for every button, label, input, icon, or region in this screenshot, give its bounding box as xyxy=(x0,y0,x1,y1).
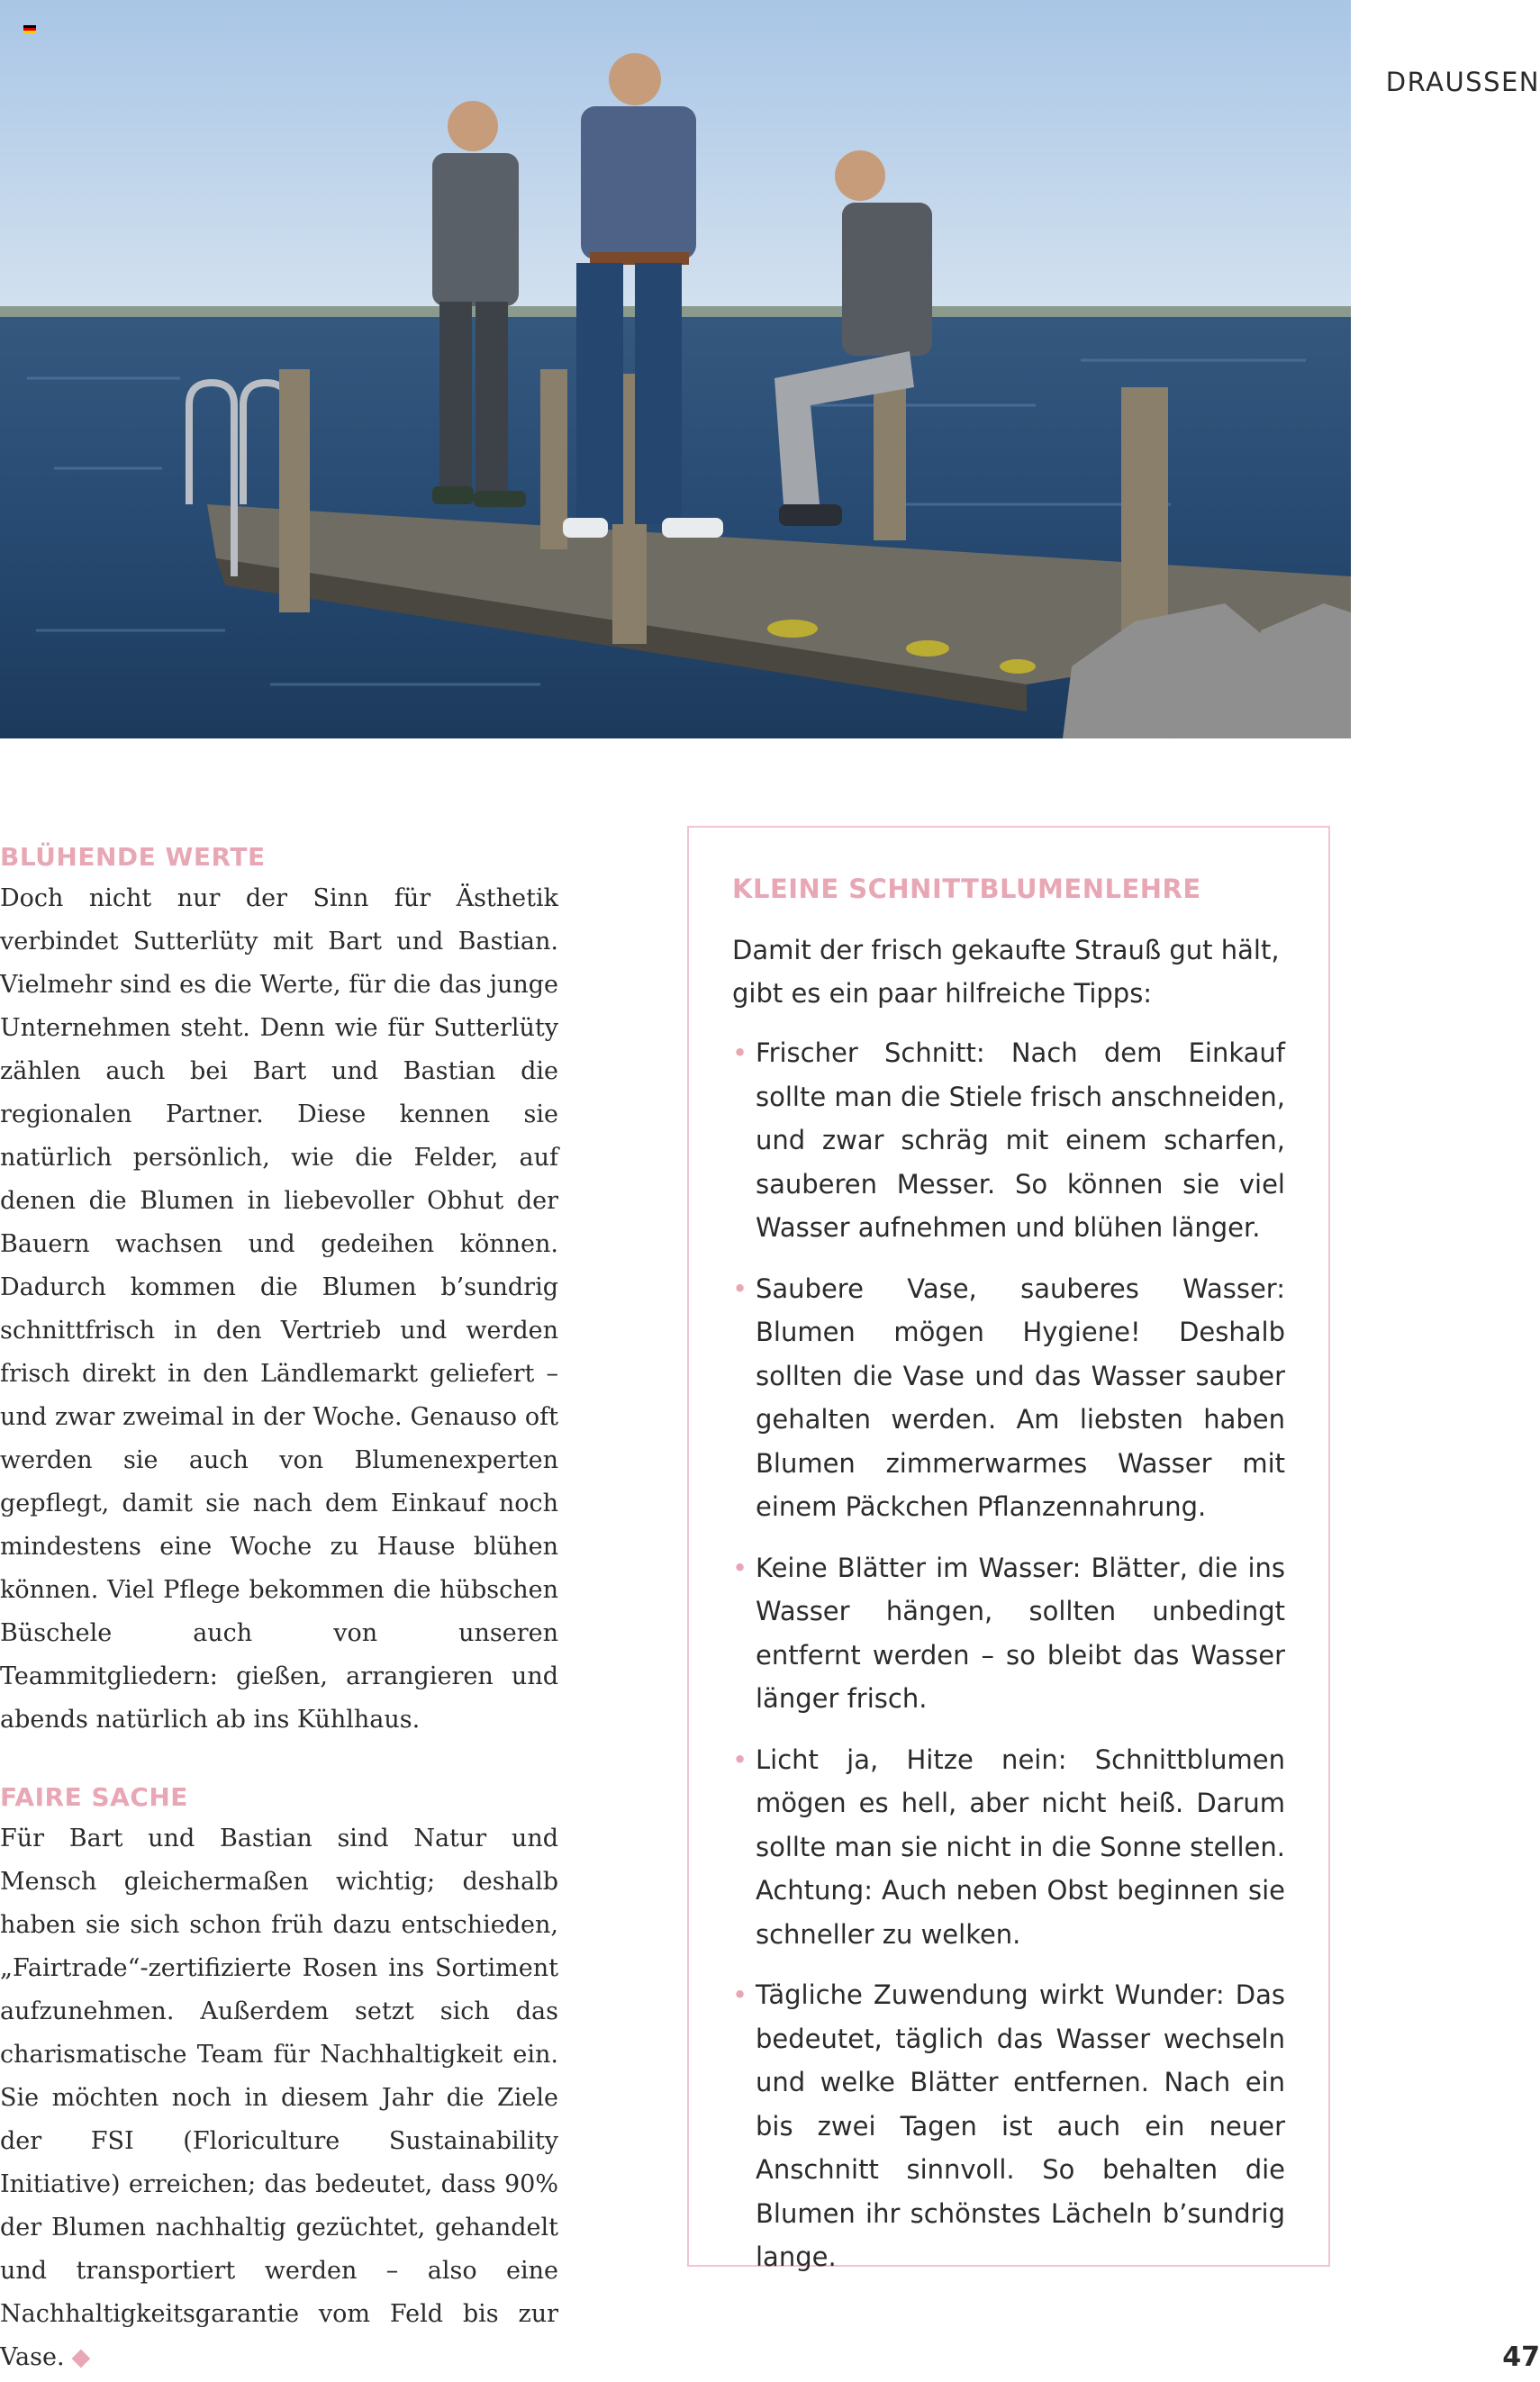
bullet-icon: • xyxy=(732,1979,748,2010)
tip-item xyxy=(732,1267,1285,1529)
end-mark-icon: ◆ xyxy=(71,2343,91,2371)
tips-box-intro: Damit der frisch gekaufte Strauß gut hält, gibt es ein paar hilfreiche Tipps: xyxy=(732,935,1280,1009)
tip-text: Frischer Schnitt: Nach dem Einkauf sollte man die Stiele frisch anschneiden, und zwar schräg mit einem scharfen, sauberen Messer. So können sie viel Wasser aufnehmen und blühen länger. xyxy=(756,1037,1285,1243)
hero-photo xyxy=(0,0,1351,738)
pier-photo-illustration xyxy=(0,0,1351,738)
tip-text: Licht ja, Hitze nein: Schnittblumen mögen es hell, aber nicht heiß. Darum sollte man sie nicht in die Sonne stellen. Achtung: Auch neben Obst beginnen sie schneller zu welken. xyxy=(756,1743,1285,1950)
section-body-faire-sache xyxy=(0,1817,558,2379)
bullet-icon: • xyxy=(732,1743,748,1775)
bullet-icon: • xyxy=(732,1552,748,1583)
section-heading-faire-sache: FAIRE SACHE xyxy=(0,1782,188,1812)
bullet-icon: • xyxy=(732,1273,748,1304)
tip-text: Keine Blätter im Wasser: Blätter, die ins Wasser hängen, sollten unbedingt entfernt werden – so bleibt das Wasser länger frisch. xyxy=(756,1552,1285,1714)
section-heading-bluehende-werte: BLÜHENDE WERTE xyxy=(0,842,266,872)
tip-text: Tägliche Zuwendung wirkt Wunder: Das bedeutet, täglich das Wasser wechseln und welke Blätter entfernen. Nach ein bis zwei Tagen ist auch ein neuer Anschnitt sinnvoll. So behalten die Blumen ihr schönstes Lächeln b’sundrig lange. xyxy=(756,1979,1285,2272)
tip-item xyxy=(732,1738,1285,1957)
section-label: DRAUSSEN xyxy=(1385,67,1540,97)
faire-sache-text: Für Bart und Bastian sind Natur und Mensch gleichermaßen wichtig; deshalb haben sie sich schon früh dazu entschieden, „Fairtrade“-zertifizierte Rosen ins Sortiment aufzunehmen. Außerdem setzt sich das charismatische Team für Nachhaltigkeit ein. Sie möchten noch in diesem Jahr die Ziele der FSI (Floriculture Sustainability Initiative) erreichen; das bedeutet, dass 90% der Blumen nachhaltig gezüchtet, gehandelt und transportiert werden – also eine Nachhaltigkeitsgarantie vom Feld bis zur Vase. xyxy=(0,1825,558,2371)
tips-box-heading: KLEINE SCHNITTBLUMENLEHRE xyxy=(732,874,1201,904)
tip-item xyxy=(732,1973,1285,2279)
bullet-icon: • xyxy=(732,1037,748,1068)
flag-icon xyxy=(23,25,36,33)
section-body-bluehende-werte: Doch nicht nur der Sinn für Ästhetik verbindet Sutterlüty mit Bart und Bastian. Vielmehr sind es die Werte, für die das junge Unternehmen steht. Denn wie für Sutterlüty zählen auch bei Bart und Bastian die regionalen Partner. Diese kennen sie natürlich persönlich, wie die Felder, auf denen die Blumen in liebevoller Obhut der Bauern wachsen und gedeihen können. Dadurch kommen die Blumen b’sundrig schnittfrisch in den Vertrieb und werden frisch direkt in den Ländlemarkt geliefert – und zwar zweimal in der Woche. Genauso oft werden sie auch von Blumenexperten gepflegt, damit sie nach dem Einkauf noch mindestens eine Woche zu Hause blühen können. Viel Pflege bekommen die hübschen Büschele auch von unseren Teammitgliedern: gießen, arrangieren und abends natürlich ab ins Kühlhaus. xyxy=(0,884,558,1734)
article-column xyxy=(0,838,558,2379)
tip-text: Saubere Vase, sauberes Wasser: Blumen mögen Hygiene! Deshalb sollten die Vase und das Wasser sauber gehalten werden. Am liebsten haben Blumen zimmerwarmes Wasser mit einem Päckchen Pflanzennahrung. xyxy=(756,1273,1285,1522)
page-number: 47 xyxy=(1502,2341,1540,2373)
tips-list xyxy=(732,1031,1285,2279)
tips-box xyxy=(687,826,1330,2272)
tip-item xyxy=(732,1031,1285,1250)
tip-item xyxy=(732,1546,1285,1721)
